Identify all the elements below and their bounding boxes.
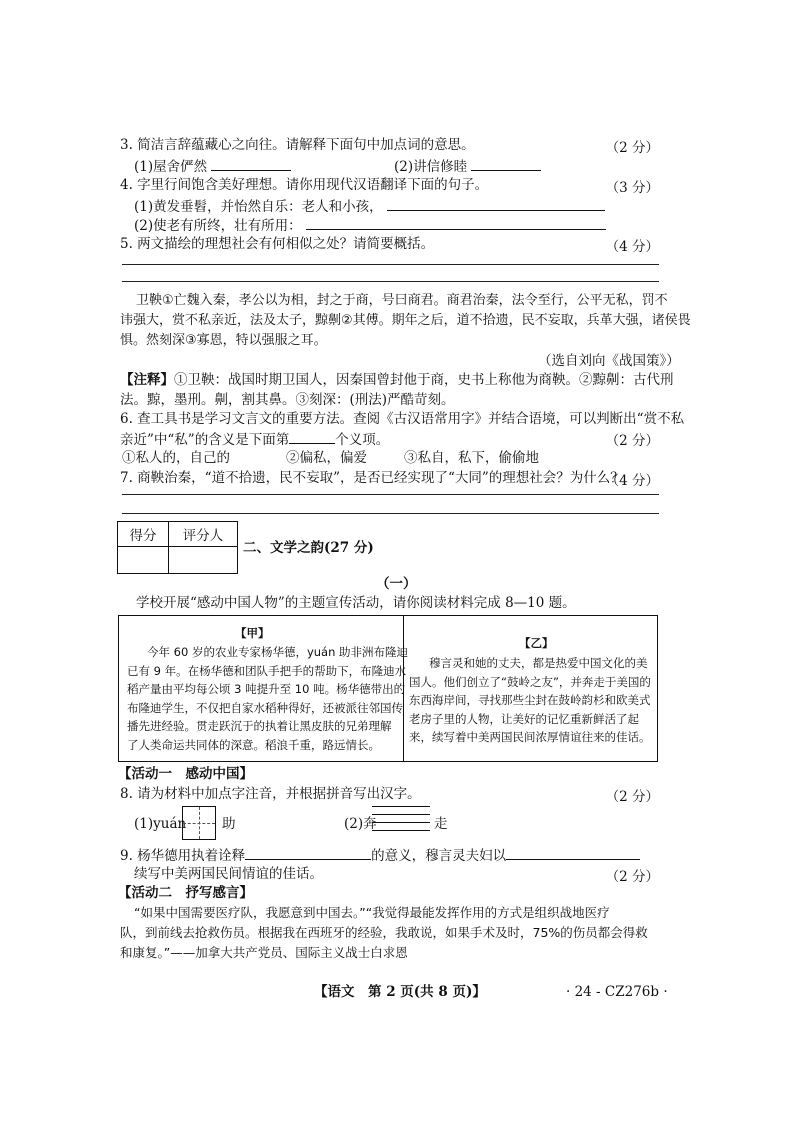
q6-answer-blank[interactable]	[289, 429, 335, 444]
passage-note-line-1	[120, 371, 674, 389]
q8-score: （2 分）	[605, 789, 659, 805]
question-8: 8. 请为材料中加点字注音，并根据拼音写出汉字。	[120, 786, 421, 802]
jia-line: 今年 60 岁的农业专家杨华德，yuán 助非洲布隆迪	[147, 645, 409, 659]
passage-line-2: 讳强大，赏不私亲近，法及太子，黥劓②其傅。期年之后，道不拾遗，民不妄取，兵革大强，诸侯畏	[120, 313, 691, 328]
q8-item-1	[134, 815, 186, 833]
q3-score: （2 分）	[605, 140, 659, 156]
q8-item-2-label: (2)奔	[344, 816, 377, 832]
q4-item-1-label: (1)黄发垂髫，并怡然自乐：老人和小孩，	[134, 199, 383, 215]
footer-page-label: 【语文 第 2 页(共 8 页)】	[314, 984, 486, 1000]
passage-source: （选自刘向《战国策》）	[538, 353, 680, 369]
q5-answer-line-1[interactable]	[122, 264, 659, 265]
part-1-title: （一）	[376, 576, 417, 592]
jia-line: 播先进经验。贯走跃沉于的执着让黑皮肤的兄弟理解	[127, 719, 392, 733]
q3-item-1	[134, 156, 291, 176]
q4-answer-1-blank[interactable]	[387, 196, 605, 211]
q3-item-1-label: (1)屋舍俨然	[134, 159, 208, 175]
yi-line: 老房子里的人物，让美好的记忆重新鲜活了起	[409, 711, 639, 726]
q4-item-1	[134, 196, 605, 216]
question-6-line-2	[120, 429, 389, 449]
q3-answer-2-blank[interactable]	[471, 156, 541, 171]
passage-line-1: 卫鞅①亡魏入秦，孝公以为相，封之于商，号曰商君。商君治秦，法令至行，公平无私，罚不	[136, 293, 668, 308]
q8-pinyin-lines[interactable]	[372, 806, 430, 831]
q7-answer-line-1[interactable]	[122, 494, 659, 495]
yi-line: 东西海岸间，寻找那些尘封在鼓岭韵杉和欧美式	[409, 693, 651, 707]
quote-line-2: 队，到前线去抢救伤员。根据我在西班牙的经验，我敢说，如果手术及时，75%的伤员都会得救	[120, 925, 648, 940]
activity-2-title: 【活动二 抒写感言】	[118, 885, 253, 901]
q6-option-1: ①私人的，自己的	[122, 450, 230, 466]
q4-score: （3 分）	[605, 180, 659, 196]
q9-post: 续写中美两国民间情谊的佳话。	[134, 866, 323, 882]
materials-box	[118, 615, 658, 762]
passage-note-line-2: 法。黥，墨刑。劓，割其鼻。③刻深：(刑法)严酷苛刻。	[120, 392, 455, 408]
q9-answer-blank-2[interactable]	[506, 845, 640, 860]
q9-answer-blank-1[interactable]	[245, 845, 371, 860]
grade-grader-cell[interactable]	[169, 547, 238, 574]
grade-score-cell[interactable]	[118, 547, 169, 574]
grade-header-score: 得分	[118, 522, 169, 547]
q3-item-2-label: (2)讲信修睦	[394, 159, 468, 175]
q8-item-1-char: 助	[222, 816, 236, 832]
activity-1-title: 【活动一 感动中国】	[118, 766, 253, 782]
q9-score: （2 分）	[605, 869, 659, 885]
pinyin-line	[372, 814, 430, 815]
passage-line-3: 惧。然刻深③寡恩，特以强服之耳。	[120, 333, 327, 348]
question-6-line-1: 6. 查工具书是学习文言文的重要方法。查阅《古汉语常用字》并结合语境，可以判断出“赏不私	[120, 411, 685, 427]
material-jia-label: 【甲】	[235, 626, 270, 640]
tianzige-horizontal	[183, 823, 215, 824]
q7-answer-line-2[interactable]	[122, 513, 659, 514]
q6-stem: 亲近”中“私”的含义是下面第	[120, 432, 290, 448]
q8-tianzige-box[interactable]	[182, 806, 216, 840]
jia-line: 稻产量由平均每公顷 3 吨提升至 10 吨。杨华德带出的	[127, 682, 406, 696]
pinyin-line	[372, 822, 430, 823]
grade-table	[117, 521, 238, 574]
q9-pre: 9. 杨华德用执着诠释	[120, 848, 246, 864]
q4-answer-2-blank[interactable]	[306, 215, 606, 230]
section-2-title: 二、文学之韵(27 分)	[243, 540, 374, 556]
question-7: 7. 商鞅治秦，“道不拾遗，民不妄取”，是否已经实现了“大同”的理想社会？为什么？	[120, 470, 624, 486]
q5-answer-line-2[interactable]	[122, 281, 659, 282]
question-3: 3. 简洁言辞蕴藏心之向往。请解释下面句中加点词的意思。	[120, 137, 475, 153]
material-yi-text	[409, 654, 655, 747]
q4-item-2	[134, 215, 606, 235]
pinyin-line	[372, 830, 430, 831]
material-jia-text	[127, 643, 409, 754]
q3-answer-1-blank[interactable]	[211, 156, 291, 171]
quote-line-1: “如果中国需要医疗队，我愿意到中国去。”“我觉得最能发挥作用的方式是组织战地医疗	[134, 905, 610, 920]
q6-stem-end: 个义项。	[335, 432, 390, 448]
q8-item-1-pinyin: (1)yuán	[134, 816, 187, 832]
pinyin-line	[372, 806, 430, 807]
footer-code: · 24 - CZ276b ·	[566, 984, 668, 1000]
question-4: 4. 字里行间饱含美好理想。请你用现代汉语翻译下面的句子。	[120, 177, 489, 193]
quote-line-3: 和康复。”——加拿大共产党员、国际主义战士白求恩	[120, 945, 408, 960]
question-5: 5. 两文描绘的理想社会有何相似之处？请简要概括。	[120, 236, 435, 252]
jia-line: 布隆迪学生，不仅把自家水稻种得好，还被派往邻国传	[127, 700, 403, 715]
question-9-line-1	[120, 845, 640, 865]
q6-score: （2 分）	[605, 433, 659, 449]
q6-option-3: ③私自，私下，偷偷地	[404, 450, 539, 466]
part-1-intro: 学校开展“感动中国人物”的主题宣传活动，请你阅读材料完成 8—10 题。	[136, 595, 576, 611]
q6-option-2: ②偏私，偏爱	[286, 450, 367, 466]
note-label: 【注释】	[120, 372, 174, 388]
q7-score: （4 分）	[605, 473, 659, 489]
q5-score: （4 分）	[605, 239, 659, 255]
material-yi-label: 【乙】	[519, 636, 554, 650]
yi-line: 国人。他们创立了“鼓岭之友”，并奔走于美国的	[409, 674, 651, 689]
q9-mid: 的意义，穆言灵夫妇以	[371, 848, 507, 864]
jia-line: 了人类命运共同体的深意。稻浪千重，路远情长。	[127, 737, 380, 752]
jia-line: 已有 9 年。在杨华德和团队手把手的帮助下，布隆迪水	[127, 663, 407, 678]
grade-header-grader: 评分人	[169, 522, 238, 547]
note-text-1: ①卫鞅：战国时期卫国人，因秦国曾封他于商，史书上称他为商鞅。②黥劓：古代刑	[174, 372, 674, 388]
q4-item-2-label: (2)使老有所终，壮有所用：	[134, 218, 302, 234]
yi-line: 来，续写着中美两国民间浓厚情谊往来的佳话。	[409, 730, 651, 744]
q8-item-2-char: 走	[434, 816, 448, 832]
q3-item-2	[394, 156, 541, 176]
yi-line: 穆言灵和她的丈夫，都是热爱中国文化的美	[429, 656, 648, 670]
